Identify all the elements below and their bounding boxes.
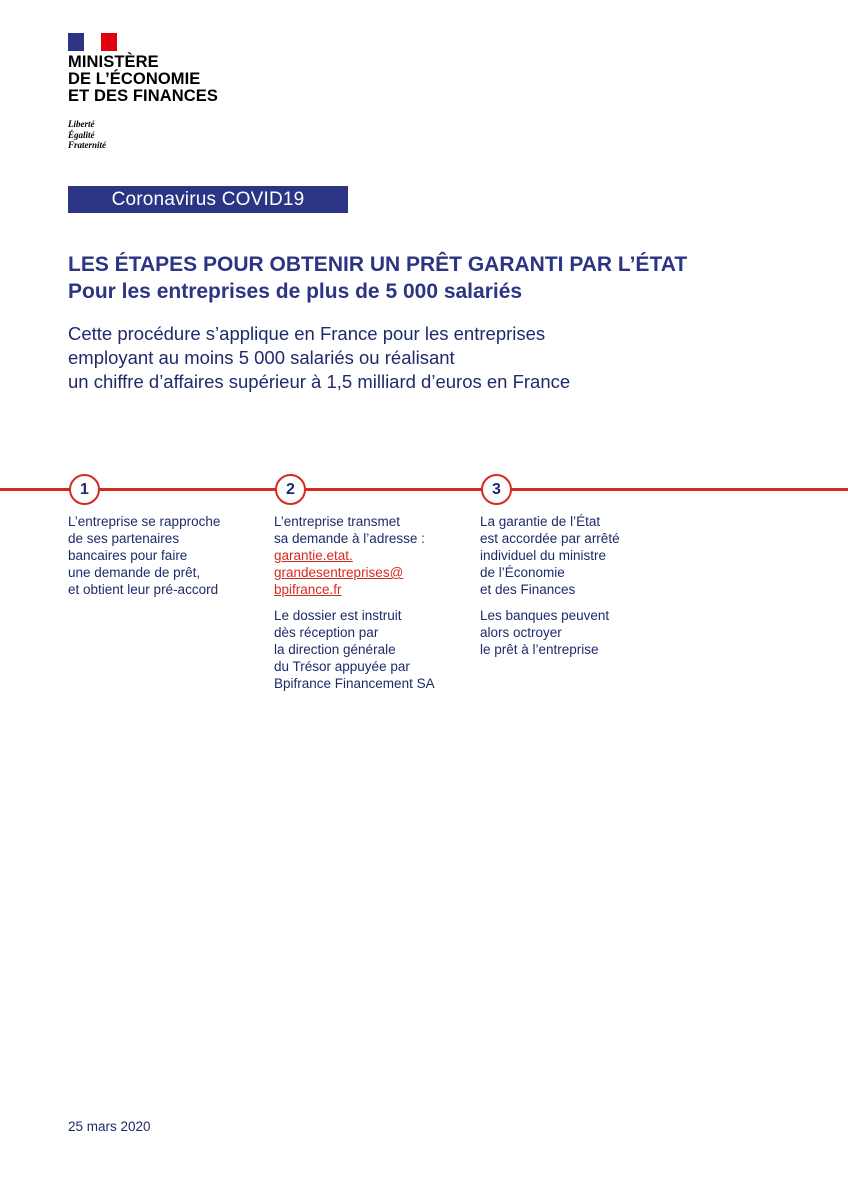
step-line: bancaires pour faire	[68, 548, 188, 563]
title-line-2: Pour les entreprises de plus de 5 000 salariés	[68, 280, 523, 303]
step-line: et obtient leur pré-accord	[68, 582, 219, 597]
covid-banner: Coronavirus COVID19	[68, 186, 348, 213]
ministry-line: DE L’ÉCONOMIE	[68, 70, 201, 88]
marianne-flag-logo	[68, 33, 117, 51]
step-line: individuel du ministre	[480, 548, 607, 563]
intro-line: employant au moins 5 000 salariés ou réalisant	[68, 347, 455, 368]
ministry-name	[68, 54, 308, 105]
step-1-number: 1	[69, 474, 100, 505]
email-link-line[interactable]: bpifrance.fr	[274, 582, 342, 597]
ministry-line: ET DES FINANCES	[68, 87, 219, 105]
intro-paragraph	[68, 322, 768, 394]
republic-motto	[68, 119, 106, 151]
marianne-profile-icon	[82, 34, 102, 50]
step-1-text	[68, 513, 258, 598]
page-title	[68, 251, 828, 305]
step-3-paragraph-2	[480, 607, 670, 658]
step-line: et des Finances	[480, 582, 576, 597]
step-line: la direction générale	[274, 642, 396, 657]
step-line: Le dossier est instruit	[274, 608, 402, 623]
publication-date: 25 mars 2020	[68, 1119, 151, 1134]
step-line: de ses partenaires	[68, 531, 180, 546]
motto-line: Fraternité	[68, 140, 107, 150]
step-line: est accordée par arrêté	[480, 531, 620, 546]
step-line: du Trésor appuyée par	[274, 659, 410, 674]
step-2-text	[274, 513, 464, 692]
step-line: L’entreprise se rapproche	[68, 514, 221, 529]
step-line: La garantie de l’État	[480, 514, 601, 529]
step-3-paragraph-1	[480, 513, 670, 598]
intro-line: Cette procédure s’applique en France pour les entreprises	[68, 323, 546, 344]
step-2-number: 2	[275, 474, 306, 505]
step-line: dès réception par	[274, 625, 379, 640]
motto-line: Liberté	[68, 119, 95, 129]
ministry-line: MINISTÈRE	[68, 53, 159, 71]
motto-line: Égalité	[68, 129, 95, 140]
step-line: L’entreprise transmet	[274, 514, 401, 529]
step-3-number: 3	[481, 474, 512, 505]
step-line: alors octroyer	[480, 625, 562, 640]
intro-line: un chiffre d’affaires supérieur à 1,5 milliard d’euros en France	[68, 371, 571, 392]
step-3-text	[480, 513, 670, 658]
step-line: Les banques peuvent	[480, 608, 610, 623]
step-line: de l’Économie	[480, 565, 565, 580]
step-line: une demande de prêt,	[68, 565, 201, 580]
step-line: sa demande à l’adresse :	[274, 531, 425, 546]
step-2-paragraph-2	[274, 607, 464, 692]
title-line-1: LES ÉTAPES POUR OBTENIR UN PRÊT GARANTI PAR L’ÉTAT	[68, 253, 688, 276]
step-2-paragraph-1	[274, 513, 464, 598]
step-line: le prêt à l’entreprise	[480, 642, 599, 657]
email-link-line[interactable]: grandesentreprises@	[274, 565, 404, 580]
step-line: Bpifrance Financement SA	[274, 676, 435, 691]
email-link-line[interactable]: garantie.etat.	[274, 548, 353, 563]
timeline-line	[0, 488, 848, 491]
